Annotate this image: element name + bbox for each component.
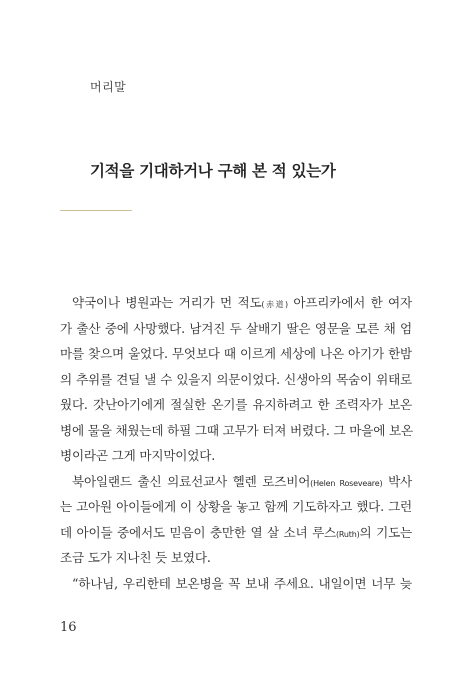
paragraph-line: 의 추위를 견딜 낼 수 있을지 의문이었다. 신생아의 목숨이 위태로 [60,371,412,387]
paragraph-line [60,290,412,316]
english-gloss: (Ruth) [336,529,360,539]
paragraph-line [60,469,412,495]
line-text: 아프리카에서 한 여자 [287,295,412,310]
paragraph-line: 조금 도가 지나친 듯 보였다. [60,550,211,565]
line-text: 의 기도는 [359,524,412,540]
paragraph-line: 는 고아원 아이들에게 이 상황을 놓고 함께 기도하자고 했다. 그런 [60,499,412,514]
paragraph-line: 병에 물을 채웠는데 하필 그때 고무가 터져 버렸다. 그 마을에 보온 [60,422,413,438]
chapter-title: 기적을 기대하거나 구해 본 적 있는가 [90,162,336,180]
paragraph-line: 가 출산 중에 사망했다. 남겨진 두 살배기 딸은 영문을 모른 채 엄 [60,320,412,336]
line-text: 박사 [382,473,412,489]
english-gloss: (Helen Roseveare) [310,478,383,488]
body-text [60,290,412,596]
line-text: 약국이나 병원과는 거리가 먼 적도 [72,295,262,310]
line-text: 북아일랜드 출신 의료선교사 헬렌 로즈비어 [72,473,311,489]
paragraph-line: 마를 찾으며 울었다. 무엇보다 때 이르게 세상에 나온 아기가 한밤 [60,346,412,361]
paragraph-line: 병이라곤 그게 마지막이었다. [60,448,215,463]
paragraph-line: 웠다. 갓난아기에게 절실한 온기를 유지하려고 한 조력자가 보온 [60,397,412,412]
paragraph-line [60,520,412,546]
page-number: 16 [60,620,77,635]
title-divider [60,210,132,211]
hanja-gloss: (赤道) [261,300,288,309]
section-label: 머리말 [90,80,127,94]
paragraph-line: “하나님, 우리한테 보온병을 꼭 보내 주세요. 내일이면 너무 늦 [72,575,412,591]
line-text: 데 아이들 중에서도 믿음이 충만한 열 살 소녀 루스 [60,524,337,540]
